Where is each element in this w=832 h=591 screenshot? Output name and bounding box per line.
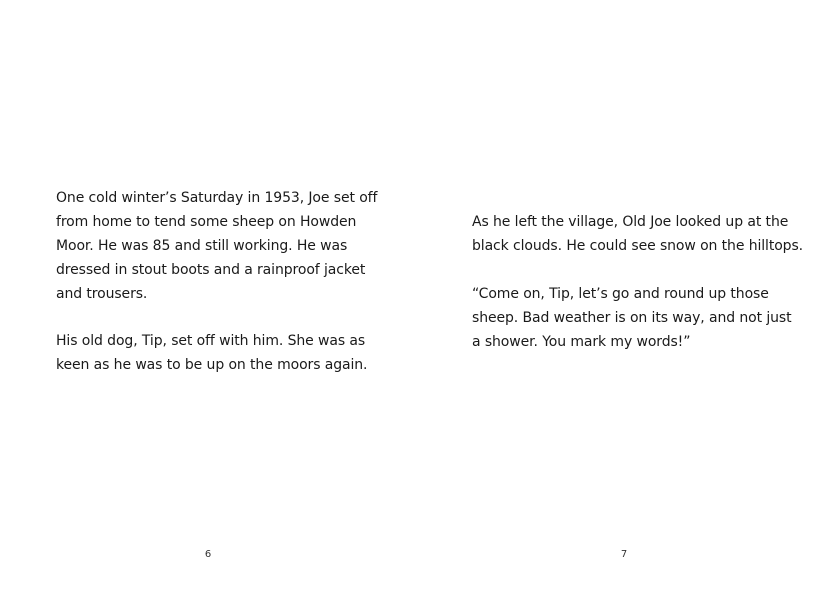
- text-line: keen as he was to be up on the moors again.: [56, 357, 368, 373]
- page-number: 7: [620, 549, 628, 560]
- text-line: His old dog, Tip, set off with him. She was as: [56, 333, 366, 349]
- story-paragraph-4: [472, 282, 792, 354]
- text-line: from home to tend some sheep on Howden: [56, 214, 357, 230]
- text-line: Moor. He was 85 and still working. He was: [56, 238, 348, 254]
- text-line: and trousers.: [56, 286, 148, 302]
- story-paragraph-2: [56, 329, 367, 377]
- text-line: One cold winter’s Saturday in 1953, Joe set off: [56, 190, 378, 206]
- story-paragraph-3: [472, 210, 803, 258]
- text-line: sheep. Bad weather is on its way, and not just: [472, 310, 792, 326]
- text-line: black clouds. He could see snow on the hilltops.: [472, 238, 804, 254]
- text-line: dressed in stout boots and a rainproof jacket: [56, 262, 366, 278]
- page-number: 6: [204, 549, 212, 560]
- text-line: a shower. You mark my words!”: [472, 334, 691, 350]
- text-line: As he left the village, Old Joe looked up at the: [472, 214, 789, 230]
- text-line: “Come on, Tip, let’s go and round up those: [472, 286, 769, 302]
- right-page: [416, 0, 832, 591]
- story-paragraph-1: [56, 186, 377, 306]
